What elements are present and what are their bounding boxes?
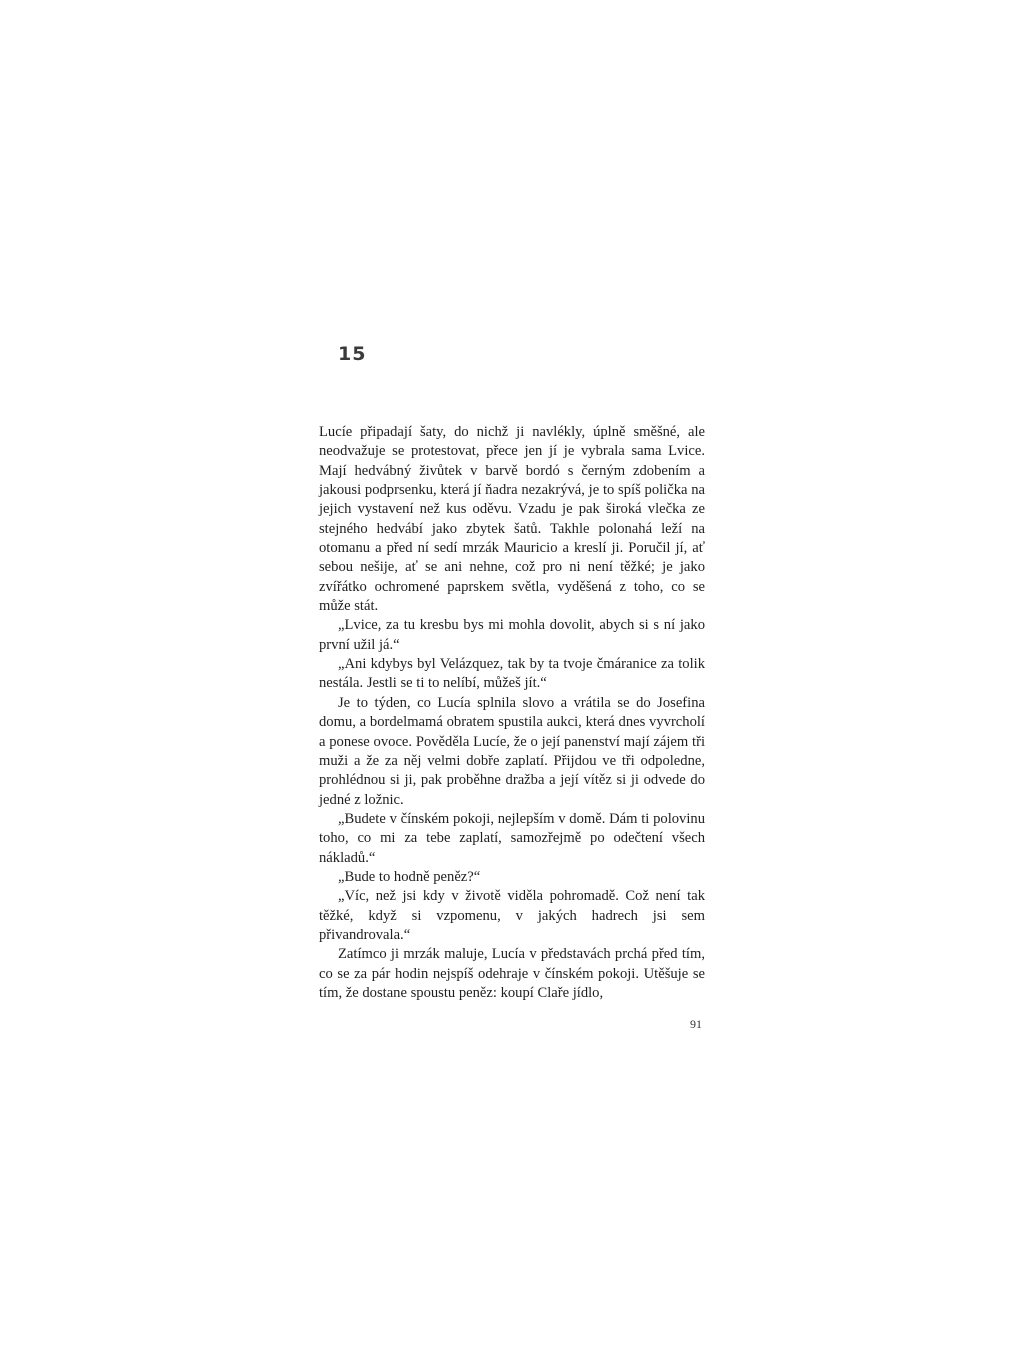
chapter-number: 15 — [338, 343, 367, 365]
paragraph: Lucíe připadají šaty, do nichž ji navlékly, úplně směšné, ale neodvažuje se protestovat, přece jen jí je vybrala sama Lvice. Mají hedvábný živůtek v barvě bordó s černým zdobením a jakousi podprsenku, která jí ňadra nezakrývá, je to spíš polička na jejich vystavení než kus oděvu. Vzadu je pak široká vlečka ze stejného hedvábí jako zbytek šatů. Takhle polonahá leží na otomanu a před ní sedí mrzák Mauricio a kreslí ji. Poručil jí, ať sebou nešije, ať se ani nehne, což pro ni není těžké; je jako zvířátko ochromené paprskem světla, vyděšená z toho, co se může stát. — [319, 424, 705, 615]
paragraph: „Víc, než jsi kdy v životě viděla pohromadě. Což není tak těžké, když si vzpomenu, v jakých hadrech jsi sem přivandrovala.“ — [319, 888, 705, 943]
page-number: 91 — [690, 1017, 702, 1031]
paragraph: Je to týden, co Lucía splnila slovo a vrátila se do Josefina domu, a bordelmamá obratem spustila aukci, která dnes vyvrcholí a ponese ovoce. Pověděla Lucíe, že o její panenství mají zájem tři muži a že za něj velmi dobře zaplatí. Přijdou ve tři odpoledne, prohlédnou si ji, pak proběhne dražba a její vítěz si ji odvede do jedné z ložnic. — [319, 694, 705, 808]
body-text — [319, 423, 705, 1003]
paragraph: „Bude to hodně peněz?“ — [338, 868, 481, 885]
paragraph: „Lvice, za tu kresbu bys mi mohla dovolit, abych si s ní jako první užil já.“ — [319, 617, 705, 653]
paragraph: Zatímco ji mrzák maluje, Lucía v představách prchá před tím, co se za pár hodin nejspíš odehraje v čínském pokoji. Utěšuje se tím, že dostane spoustu peněz: koupí Claře jídlo, — [319, 946, 705, 1001]
paragraph: „Ani kdybys byl Velázquez, tak by ta tvoje čmáranice za tolik nestála. Jestli se ti to nelíbí, můžeš jít.“ — [319, 656, 705, 692]
paragraph: „Budete v čínském pokoji, nejlepším v domě. Dám ti polovinu toho, co mi za tebe zaplatí, samozřejmě po odečtení všech nákladů.“ — [319, 810, 705, 866]
